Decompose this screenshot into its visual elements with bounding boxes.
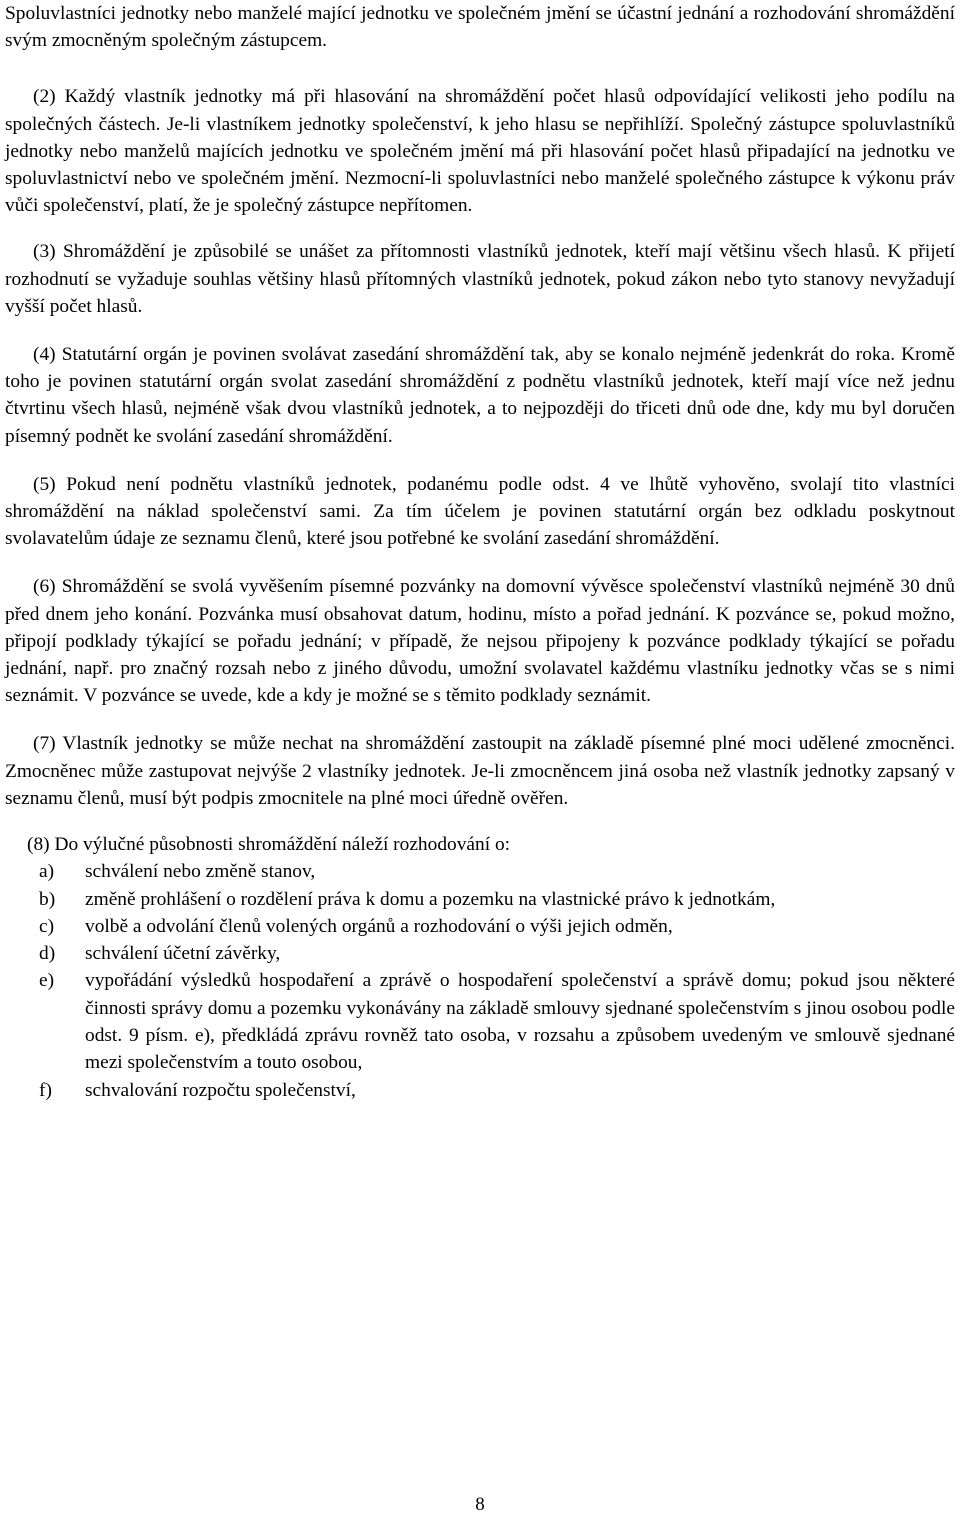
- list-item-letter: c): [39, 915, 55, 937]
- list-item-text: vypořádání výsledků hospodaření a zprávě o hospodaření společenství a správě domu; pokud jsou některé činnosti správy domu a pozemku vykonávány na základě smlouvy sjednané společenstvím s jinou osobou podle odst. 9 písm. e), předkládá zprávu rovněž tato osoba, v rozsahu a způsobem uvedeným ve smlouvě sjednané mezi společenstvím a touto osobou,: [85, 970, 955, 1074]
- list-item-text: schválení účetní závěrky,: [85, 943, 281, 965]
- list-item-text: volbě a odvolání členů volených orgánů a rozhodování o výši jejich odměn,: [85, 915, 673, 937]
- paragraph-4: (4) Statutární orgán je povinen svolávat zasedání shromáždění tak, aby se konalo nejméně jedenkrát do roka. Kromě toho je povinen statutární orgán svolat zasedání shromáždění z podnětu vlastníků jednotek, kteří mají více než jednu čtvrtinu všech hlasů, nejméně však dvou vlastníků jednotek, a to nejpozději do třiceti dnů ode dne, kdy mu byl doručen písemný podnět ke svolání zasedání shromáždění.: [5, 344, 955, 447]
- paragraph-2: (2) Každý vlastník jednotky má při hlasování na shromáždění počet hlasů odpovídající velikosti jeho podílu na společných částech. Je-li vlastníkem jednotky společenství, k jeho hlasu se nepřihlíží. Společný zástupce spoluvlastníků jednotky nebo manželů majících jednotku ve společném jmění má při hlasování počet hlasů připadající na jednotku ve spoluvlastnictví nebo ve společném jmění. Nezmocní-li spoluvlastníci nebo manželé společného zástupce k výkonu práv vůči společenství, platí, že je společný zástupce nepřítomen.: [5, 86, 955, 217]
- paragraph-8-intro: (8) Do výlučné působnosti shromáždění náleží rozhodování o:: [27, 834, 511, 856]
- list-item-letter: d): [39, 943, 56, 965]
- list-item-text: schválení nebo změně stanov,: [85, 861, 316, 883]
- list-item: [5, 913, 955, 940]
- paragraph-5: (5) Pokud není podnětu vlastníků jednotek, podanému podle odst. 4 ve lhůtě vyhověno, svolají tito vlastníci shromáždění na náklad společenství sami. Za tím účelem je povinen statutární orgán bez odkladu poskytnout svolavatelům údaje ze seznamu členů, které jsou potřebné ke svolání zasedání shromáždění.: [5, 473, 955, 550]
- paragraph-6: (6) Shromáždění se svolá vyvěšením písemné pozvánky na domovní vývěsce společenství vlastníků nejméně 30 dnů před dnem jeho konání. Pozvánka musí obsahovat datum, hodinu, místo a pořad jednání. K pozvánce se, pokud možno, připojí podklady týkající se pořadu jednání; v případě, že nejsou připojeny k pozvánce podklady týkající se pořadu jednání, např. pro značný rozsah nebo z jiného důvodu, umožní svolavatel každému vlastníku jednotky včas se s nimi seznámit. V pozvánce se uvede, kde a kdy je možné se s těmito podklady seznámit.: [5, 576, 955, 707]
- list-item: [5, 886, 955, 913]
- list-item-letter: f): [39, 1079, 52, 1101]
- list-item: [5, 1077, 955, 1104]
- list-item: [5, 940, 955, 967]
- decision-list: [5, 858, 955, 1104]
- document-page: [5, 0, 955, 1104]
- list-item-text: schvalování rozpočtu společenství,: [85, 1079, 356, 1101]
- list-item-letter: b): [39, 888, 56, 910]
- list-item: [5, 858, 955, 885]
- paragraph-3: (3) Shromáždění je způsobilé se unášet za přítomnosti vlastníků jednotek, kteří mají většinu všech hlasů. K přijetí rozhodnutí se vyžaduje souhlas většiny hlasů přítomných vlastníků jednotek, pokud zákon nebo tyto stanovy nevyžadují vyšší počet hlasů.: [5, 241, 955, 317]
- list-item-text: změně prohlášení o rozdělení práva k domu a pozemku na vlastnické právo k jednotkám,: [85, 888, 776, 910]
- paragraph-7: (7) Vlastník jednotky se může nechat na shromáždění zastoupit na základě písemné plné moci udělené zmocněnci. Zmocněnec může zastupovat nejvýše 2 vlastníky jednotek. Je-li zmocněncem jiná osoba než vlastník jednotky zapsaný v seznamu členů, musí být podpis zmocnitele na plné moci úředně ověřen.: [5, 733, 955, 809]
- list-item-letter: e): [39, 970, 55, 992]
- paragraph-1-continued: Spoluvlastníci jednotky nebo manželé mající jednotku ve společném jmění se účastní jednání a rozhodování shromáždění svým zmocněným společným zástupcem.: [5, 3, 955, 52]
- page-number: 8: [475, 1494, 485, 1515]
- list-item-letter: a): [39, 861, 55, 883]
- list-item: [5, 967, 955, 1076]
